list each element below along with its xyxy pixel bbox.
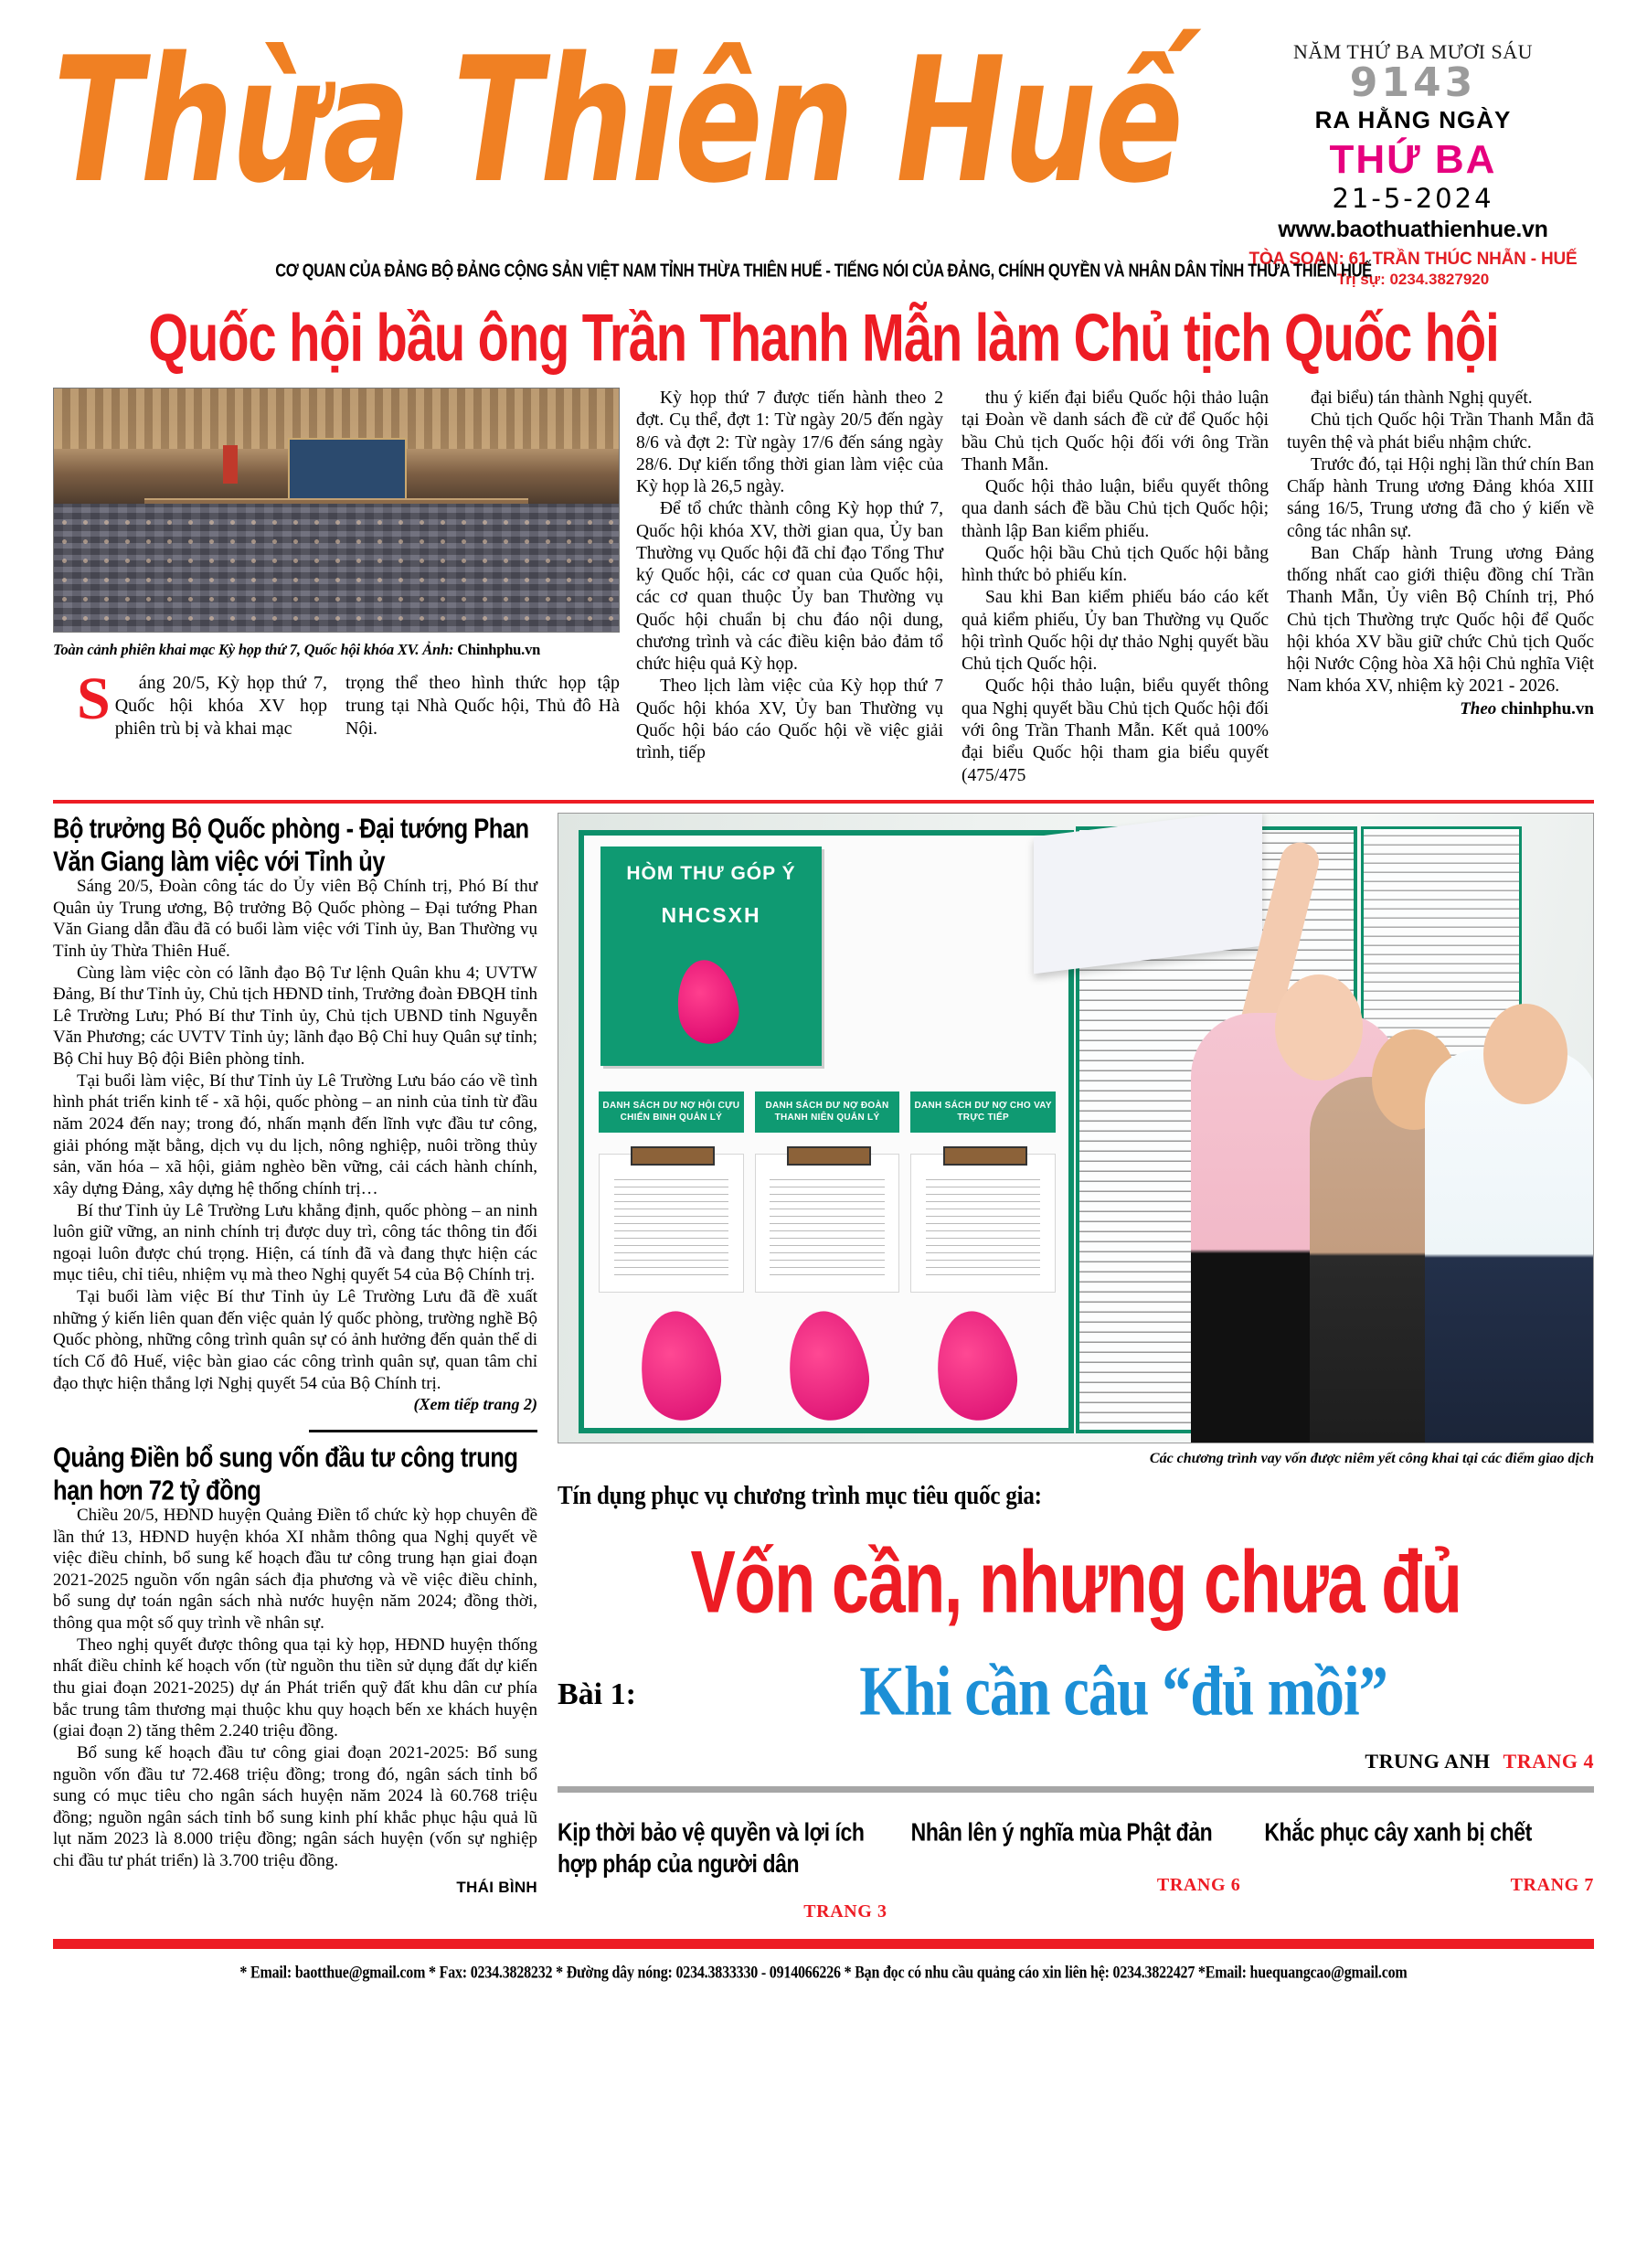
suggestion-box (600, 847, 822, 1066)
lead-intro-col-1 (53, 665, 327, 740)
feature-kicker: Tín dụng phục vụ chương trình mục tiêu quốc gia: (558, 1481, 1042, 1510)
feature-headline[interactable]: Vốn cần, nhưng chưa đủ (690, 1532, 1461, 1631)
lead-photo-column (53, 388, 620, 787)
photo-flame-row (606, 1311, 1050, 1421)
clipboard (755, 1154, 900, 1293)
newspaper-title: Thừa Thiên Huế (53, 19, 1182, 221)
quangdien-para: Bổ sung kế hoạch đầu tư công giai đoạn 2021-2025: Bổ sung nguồn vốn đầu tư 72.468 triệu đồng; trong đó, ngân sách tỉnh bổ sung có mục tiêu cho ngân sách huyện năm 2024 là 60.768 triệu đồng; nguồn ngân sách tỉnh bổ sung kinh phí khắc phục hậu quả lũ lụt năm 2023 là 8.000 triệu đồng; ngân sách huyện (vốn sự nghiệp chi đầu tư phát triển) là 3.700 triệu đồng. (53, 1742, 537, 1871)
defence-article-headline[interactable]: Bộ trưởng Bộ Quốc phòng - Đại tướng Phan Văn Giang làm việc với Tỉnh ủy (53, 813, 529, 878)
photo-person-3-head (1483, 1004, 1567, 1104)
lead-para: thu ý kiến đại biểu Quốc hội thảo luận tại Đoàn về danh sách đề cử để Quốc hội bầu Chủ tịch Quốc hội đối với ông Trần Thanh Mẫn. (962, 389, 1269, 474)
lead-para: Quốc hội thảo luận, biểu quyết thông qua Nghị quyết bầu Chủ tịch Quốc hội đối với ông Trần Thanh Mẫn. Kết quả 100% đại biểu Quốc hội tham gia biểu quyết (475/475 (962, 676, 1269, 785)
drop-cap: S (77, 665, 111, 732)
photo-lifted-paper (1034, 813, 1262, 974)
lead-body-col-3 (636, 388, 943, 787)
teaser-page-ref[interactable]: TRANG 7 (1510, 1875, 1595, 1896)
teaser-item[interactable] (1264, 1816, 1594, 1922)
feature-photo-caption: Các chương trình vay vốn được niêm yết công khai tại các điểm giao dịch (1149, 1450, 1594, 1466)
lead-photo-credit: Chinhphu.vn (453, 641, 541, 658)
lead-intro-text-2: trọng thể theo hình thức họp tập trung tại Nhà Quốc hội, Thủ đô Hà Nội. (345, 673, 620, 740)
lead-para: đại biểu) tán thành Nghị quyết. (1311, 389, 1533, 408)
quangdien-para: Chiều 20/5, HĐND huyện Quảng Điền tổ chức kỳ họp chuyên đề lần thứ 13, HĐND huyện khóa XI nhằm thông qua Nghị quyết về việc điều chỉnh, bổ sung kế hoạch đầu tư công trung hạn giai đoạn 2021-2025 nguồn vốn ngân sách địa phương và về việc điều chỉnh, bổ sung dự toán ngân sách nhà nước huyện năm 2024; đồng thời, thông qua một số quy trình về nhân sự. (53, 1505, 537, 1634)
defence-para: Cùng làm việc còn có lãnh đạo Bộ Tư lệnh Quân khu 4; UVTW Đảng, Bí thư Tỉnh ủy, Chủ tịch HĐND tỉnh, Trưởng đoàn ĐBQH tỉnh Lê Trường Lưu; Phó Bí thư Tỉnh ủy, Chủ tịch UBND tỉnh Nguyễn Văn Phương; các UVTV Tỉnh ủy; lãnh đạo Bộ Chỉ huy Quân sự tỉnh; Bộ Chỉ huy Bộ đội Biên phòng tỉnh. (53, 963, 537, 1070)
photo-label: DANH SÁCH DƯ NỢ ĐOÀN THANH NIÊN QUẢN LÝ (755, 1091, 900, 1133)
issue-year-line: NĂM THỨ BA MƯƠI SÁU (1292, 40, 1534, 63)
lead-source-name: chinhphu.vn (1501, 698, 1594, 719)
defence-para: Bí thư Tỉnh ủy Lê Trường Lưu khẳng định, quốc phòng – an ninh luôn giữ vững, an ninh chính trị được duy trì, công tác thông tin đối ngoại luôn được chú trọng. Hiện, cá tính đã và đang thực hiện các mục tiêu, chỉ tiêu, nhiệm vụ mà theo Nghị quyết 54 của Bộ Chính trị. (53, 1200, 537, 1285)
lower-section (53, 813, 1594, 1922)
lead-intro-text-1: áng 20/5, Kỳ họp thứ 7, Quốc hội khóa XV họp phiên trù bị và khai mạc (114, 673, 327, 740)
lead-para: Theo lịch làm việc của Kỳ họp thứ 7 Quốc hội khóa XV, Ủy ban Thường vụ Quốc hội báo cáo Quốc hội về việc giải trình, tiếp (636, 676, 943, 763)
office-phone: Trị sự: 0234.3827920 (1336, 270, 1490, 288)
feature-part-row (558, 1651, 1594, 1730)
lead-para: Sau khi Ban kiểm phiếu báo cáo kết quả kiểm phiếu, Ủy ban Thường vụ Quốc hội trình Quốc hội dự thảo Nghị quyết bầu Chủ tịch Quốc hội. (962, 588, 1269, 675)
teaser-page-ref[interactable]: TRANG 3 (803, 1901, 887, 1922)
quangdien-byline: THÁI BÌNH (456, 1878, 537, 1896)
lead-body-columns (636, 388, 1594, 787)
feature-photo (558, 813, 1594, 1443)
lead-photo-caption (53, 641, 620, 659)
photo-label-row (599, 1091, 1056, 1133)
lead-intro-columns (53, 665, 620, 740)
clipboard (910, 1154, 1056, 1293)
teaser-page-ref[interactable]: TRANG 6 (1156, 1875, 1241, 1896)
masthead-tagline: CƠ QUAN CỦA ĐẢNG BỘ ĐẢNG CỘNG SẢN VIỆT NAM TỈNH THỪA THIÊN HUẾ - TIẾNG NÓI CỦA ĐẢNG, CHÍNH QUYỀN VÀ NHÂN DÂN TỈNH THỪA THIÊN HUẾ (275, 261, 1372, 282)
quangdien-article-body (53, 1505, 537, 1872)
photo-person-3 (1425, 1049, 1594, 1443)
photo-screen (288, 438, 407, 502)
lead-intro-col-2 (345, 672, 620, 740)
publication-frequency: RA HẰNG NGÀY (1314, 106, 1512, 134)
photo-clipboard-row (599, 1154, 1056, 1293)
lead-source-prefix: Theo (1460, 698, 1502, 719)
defence-continued-link[interactable]: (Xem tiếp trang 2) (413, 1395, 537, 1414)
clipboard (599, 1154, 744, 1293)
lead-headline[interactable]: Quốc hội bầu ông Trần Thanh Mẫn làm Chủ tịch Quốc hội (148, 301, 1499, 377)
vbsp-flame-logo-icon (633, 1305, 727, 1425)
photo-delegates (54, 513, 619, 626)
lead-source-line (1287, 698, 1594, 720)
photo-flag (223, 445, 238, 484)
issue-number: 9143 (1349, 59, 1477, 106)
lead-photo-caption-text: Toàn cảnh phiên khai mạc Kỳ họp thứ 7, Quốc hội khóa XV. Ảnh: (53, 641, 454, 658)
issue-date: 21-5-2024 (1332, 182, 1494, 214)
suggestion-box-line2: NHCSXH (661, 902, 761, 927)
teaser-item[interactable] (558, 1816, 887, 1922)
right-column (558, 813, 1594, 1922)
vbsp-flame-logo-icon (672, 956, 743, 1048)
suggestion-box-line1: HÒM THƯ GÓP Ý (626, 862, 796, 884)
vbsp-flame-logo-icon (781, 1305, 875, 1425)
teaser-headline[interactable]: Nhân lên ý nghĩa mùa Phật đản (910, 1816, 1213, 1847)
lead-para: Để tổ chức thành công Kỳ họp thứ 7, Quốc hội khóa XV, thời gian qua, Ủy ban Thường vụ Quốc hội đã chỉ đạo Tổng Thư ký Quốc hội, các cơ quan của Quốc hội, các cơ quan thuộc Ủy ban Thường vụ Quốc hội chuẩn bị chu đáo nội dung, chương trình và các điều kiện bảo đảm tổ chức hiệu quả Kỳ họp. (636, 499, 943, 675)
quangdien-article-headline[interactable]: Quảng Điền bổ sung vốn đầu tư công trung hạn hơn 72 tỷ đồng (53, 1442, 518, 1507)
divider-short (309, 1430, 537, 1432)
defence-para: Tại buổi làm việc, Bí thư Tỉnh ủy Lê Trường Lưu báo cáo về tình hình phát triển kinh tế - xã hội, quốc phòng – an ninh của tỉnh từ đầu năm 2024 đến nay; trong đó, nhấn mạnh đến lĩnh vực đầu tư công, giải phóng mặt bằng, dịch vụ du lịch, nông nghiệp, nuôi trồng thủy sản, văn hóa – xã hội, giảm nghèo bền vững, cải cách hành chính, xây dựng Đảng, xây dựng hệ thống chính trị… (53, 1070, 537, 1198)
masthead-info (1232, 31, 1594, 289)
teaser-item[interactable] (911, 1816, 1241, 1922)
feature-byline (558, 1750, 1594, 1773)
vbsp-flame-logo-icon (930, 1305, 1023, 1425)
defence-para: Tại buổi làm việc Bí thư Tỉnh ủy Lê Trường Lưu đã đề xuất những ý kiến liên quan đến việc quản lý quốc phòng, trường nghề Bộ Quốc phòng, những công trình quân sự có ảnh hưởng đến quản thể di tích Cố đô Huế, việc bàn giao các công trình quân sự, quan tâm chỉ đạo thực hiện thắng lợi Nghị quyết 54 của Bộ Chính trị. (53, 1287, 537, 1393)
lead-para: Chủ tịch Quốc hội Trần Thanh Mẫn đã tuyên thệ và phát biểu nhậm chức. (1287, 410, 1594, 453)
photo-noticeboard (579, 830, 1074, 1433)
feature-part-title[interactable]: Khi cần câu “đủ mồi” (859, 1651, 1387, 1730)
footer-divider (53, 1939, 1594, 1949)
divider-gray (558, 1786, 1594, 1793)
lead-para: Quốc hội bầu Chủ tịch Quốc hội bằng hình thức bỏ phiếu kín. (962, 543, 1269, 586)
teaser-row (558, 1816, 1594, 1922)
lead-para: Trước đó, tại Hội nghị lần thứ chín Ban Chấp hành Trung ương Đảng khóa XIII sáng 16/5, Trung ương đã cho ý kiến về công tác nhân sự. (1287, 454, 1594, 541)
lead-para: Kỳ họp thứ 7 được tiến hành theo 2 đợt. Cụ thể, đợt 1: Từ ngày 20/5 đến ngày 8/6 và đợt 2: Từ ngày 17/6 đến sáng ngày 28/6. Dự kiến tổng thời gian làm việc của Kỳ họp là 26,5 ngày. (636, 389, 943, 497)
defence-para: Sáng 20/5, Đoàn công tác do Ủy viên Bộ Chính trị, Phó Bí thư Quân ủy Trung ương, Bộ trưởng Bộ Quốc phòng – Đại tướng Phan Văn Giang dẫn đầu đã có buổi làm việc với Tỉnh ủy, Ban Thường vụ Tỉnh ủy Thừa Thiên Huế. (53, 876, 537, 961)
defence-article-body (53, 876, 537, 1415)
feature-page-ref[interactable]: TRANG 4 (1503, 1749, 1594, 1773)
lead-para: Ban Chấp hành Trung ương Đảng thống nhất cao giới thiệu đồng chí Trần Thanh Mẫn, Ủy viên Bộ Chính trị, Phó Chủ tịch Thường trực Quốc hội để Quốc hội khóa XV bầu giữ chức Chủ tịch Quốc hội Nước Cộng hòa Xã hội Chủ nghĩa Việt Nam khóa XV, nhiệm kỳ 2021 - 2026. (1287, 543, 1594, 697)
quangdien-para: Theo nghị quyết được thông qua tại kỳ họp, HĐND huyện thống nhất điều chỉnh kế hoạch vốn (từ nguồn thu tiền sử dụng đất dự kiến thu giai đoạn 2021-2025) dự án Phát triển quỹ đất khu dân cư phía bắc trung tâm thương mại thuộc khu quy hoạch bến xe khách huyện (giai đoạn 2) tăng thêm 2.240 triệu đồng. (53, 1634, 537, 1741)
left-column (53, 813, 537, 1922)
website-url[interactable]: www.baothuathienhue.vn (1278, 216, 1548, 242)
divider-red (53, 800, 1594, 804)
feature-author: TRUNG ANH (1365, 1749, 1491, 1773)
lead-body-col-5 (1287, 388, 1594, 787)
feature-part-label: Bài 1: (558, 1677, 636, 1711)
photo-label: DANH SÁCH DƯ NỢ CHO VAY TRỰC TIẾP (910, 1091, 1056, 1133)
lead-body-col-4 (962, 388, 1269, 787)
lead-photo (53, 388, 620, 633)
lead-story-block (53, 388, 1594, 787)
photo-person-1-head (1275, 974, 1363, 1081)
masthead-logo-area (53, 19, 1232, 221)
footer-contact-line: * Email: baotthue@gmail.com * Fax: 0234.3828232 * Đường dây nóng: 0234.3833330 - 0914066226 * Bạn đọc có nhu cầu quảng cáo xin liên hệ: 0234.3822427 *Email: huequangcao@gmail.com (239, 1963, 1408, 1983)
teaser-headline[interactable]: Kịp thời bảo vệ quyền và lợi ích hợp pháp của người dân (558, 1816, 865, 1878)
lead-para: Quốc hội thảo luận, biểu quyết thông qua danh sách đề bầu Chủ tịch Quốc hội; thành lập Ban kiểm phiếu. (962, 477, 1269, 541)
office-address: TÒA SOẠN: 61 TRẦN THÚC NHẪN - HUẾ (1249, 249, 1578, 269)
teaser-headline[interactable]: Khắc phục cây xanh bị chết (1264, 1816, 1532, 1847)
photo-label: DANH SÁCH DƯ NỢ HỘI CỰU CHIẾN BINH QUẢN LÝ (599, 1091, 744, 1133)
weekday-label: THỨ BA (1329, 137, 1497, 183)
